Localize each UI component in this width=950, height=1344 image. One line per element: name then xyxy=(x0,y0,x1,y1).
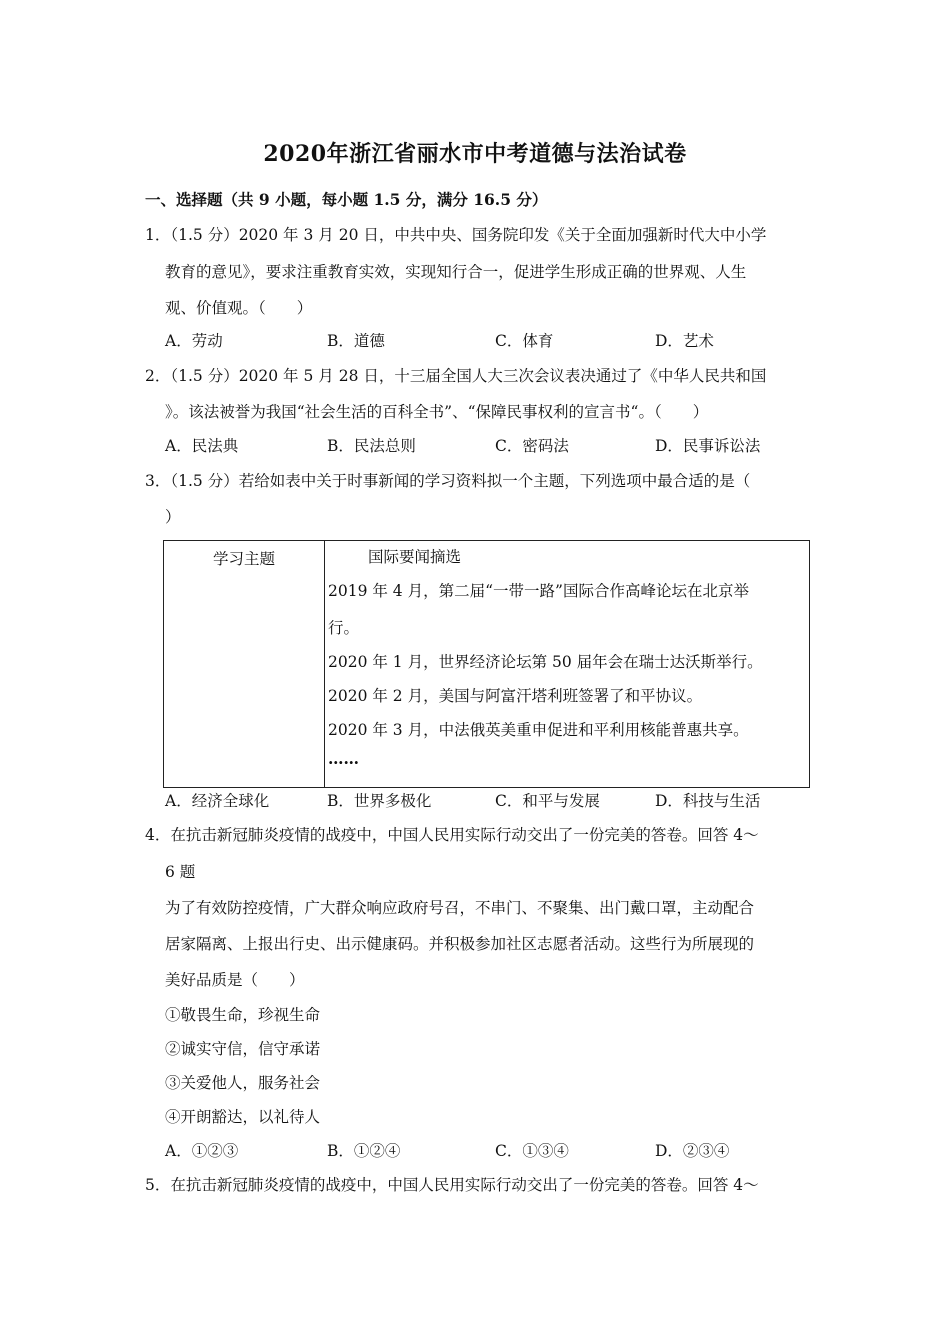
q1-line: 观、价值观。（ ） xyxy=(165,299,313,317)
q4-option-d[interactable]: D．②③④ xyxy=(655,1142,730,1160)
topic-cell xyxy=(164,541,325,788)
q4-statement: ①敬畏生命，珍视生命 xyxy=(165,1006,321,1024)
page-title: 2020年浙江省丽水市中考道德与法治试卷 xyxy=(263,141,687,167)
news-table xyxy=(163,540,810,788)
q4-options xyxy=(165,1141,845,1161)
q1-option-c[interactable]: C．体育 xyxy=(495,332,554,350)
q3-option-b[interactable]: B．世界多极化 xyxy=(327,792,432,810)
topic-header: 学习主题 xyxy=(212,550,275,568)
section-heading: 一、选择题（共 9 小题，每小题 1.5 分，满分 16.5 分） xyxy=(145,190,548,209)
q4-statement: ④开朗豁达，以礼待人 xyxy=(165,1108,321,1126)
q3-option-d[interactable]: D．科技与生活 xyxy=(655,792,761,810)
q4-option-b[interactable]: B．①②④ xyxy=(327,1142,401,1160)
q5-line: 5．在抗击新冠肺炎疫情的战疫中，中国人民用实际行动交出了一份完美的答卷。回答 4～ xyxy=(145,1176,759,1194)
q1-option-b[interactable]: B．道德 xyxy=(327,332,385,350)
q2-options xyxy=(165,436,845,456)
q4-line: 居家隔离、上报出行史、出示健康码。并积极参加社区志愿者活动。这些行为所展现的 xyxy=(165,935,755,953)
q4-line: 美好品质是（ ） xyxy=(165,971,305,989)
q2-line: 2．（1.5 分）2020 年 5 月 28 日，十三届全国人大三次会议表决通过了《中华人民共和国 xyxy=(145,367,767,385)
q2-line: 》。该法被誉为我国“社会生活的百科全书”、“保障民事权利的宣言书“。（ ） xyxy=(165,403,709,421)
q2-option-c[interactable]: C．密码法 xyxy=(495,437,569,455)
news-ellipsis: …… xyxy=(328,749,359,768)
q4-statement: ③关爱他人，服务社会 xyxy=(165,1074,321,1092)
q2-option-d[interactable]: D．民事诉讼法 xyxy=(655,437,761,455)
q1-option-a[interactable]: A．劳动 xyxy=(165,332,223,350)
q4-line: 6 题 xyxy=(165,863,196,881)
news-cell xyxy=(325,541,810,788)
q2-option-b[interactable]: B．民法总则 xyxy=(327,437,416,455)
news-item: 2020 年 2 月，美国与阿富汗塔利班签署了和平协议。 xyxy=(328,687,703,705)
q4-statement: ②诚实守信，信守承诺 xyxy=(165,1040,321,1058)
q2-option-a[interactable]: A．民法典 xyxy=(165,437,239,455)
q3-option-c[interactable]: C．和平与发展 xyxy=(495,792,600,810)
news-item: 2019 年 4 月，第二届“一带一路”国际合作高峰论坛在北京举 xyxy=(328,582,749,600)
q4-option-a[interactable]: A．①②③ xyxy=(165,1142,239,1160)
q3-line: 3．（1.5 分）若给如表中关于时事新闻的学习资料拟一个主题，下列选项中最合适的是（ xyxy=(145,472,751,490)
q1-line: 1．（1.5 分）2020 年 3 月 20 日，中共中央、国务院印发《关于全面加强新时代大中小学 xyxy=(145,226,767,244)
news-item: 行。 xyxy=(328,619,360,637)
q4-line: 为了有效防控疫情，广大群众响应政府号召，不串门、不聚集、出门戴口罩，主动配合 xyxy=(165,899,755,917)
q4-line: 4．在抗击新冠肺炎疫情的战疫中，中国人民用实际行动交出了一份完美的答卷。回答 4～ xyxy=(145,826,759,844)
q4-option-c[interactable]: C．①③④ xyxy=(495,1142,569,1160)
q1-line: 教育的意见》，要求注重教育实效，实现知行合一，促进学生形成正确的世界观、人生 xyxy=(165,263,747,281)
q1-option-d[interactable]: D．艺术 xyxy=(655,332,714,350)
q3-options xyxy=(165,791,845,811)
news-header: 国际要闻摘选 xyxy=(368,548,462,566)
news-item: 2020 年 3 月，中法俄英美重申促进和平利用核能普惠共享。 xyxy=(328,721,749,739)
q3-line: ） xyxy=(165,508,181,526)
q1-options xyxy=(165,331,845,351)
news-item: 2020 年 1 月，世界经济论坛第 50 届年会在瑞士达沃斯举行。 xyxy=(328,653,763,671)
q3-option-a[interactable]: A．经济全球化 xyxy=(165,792,270,810)
